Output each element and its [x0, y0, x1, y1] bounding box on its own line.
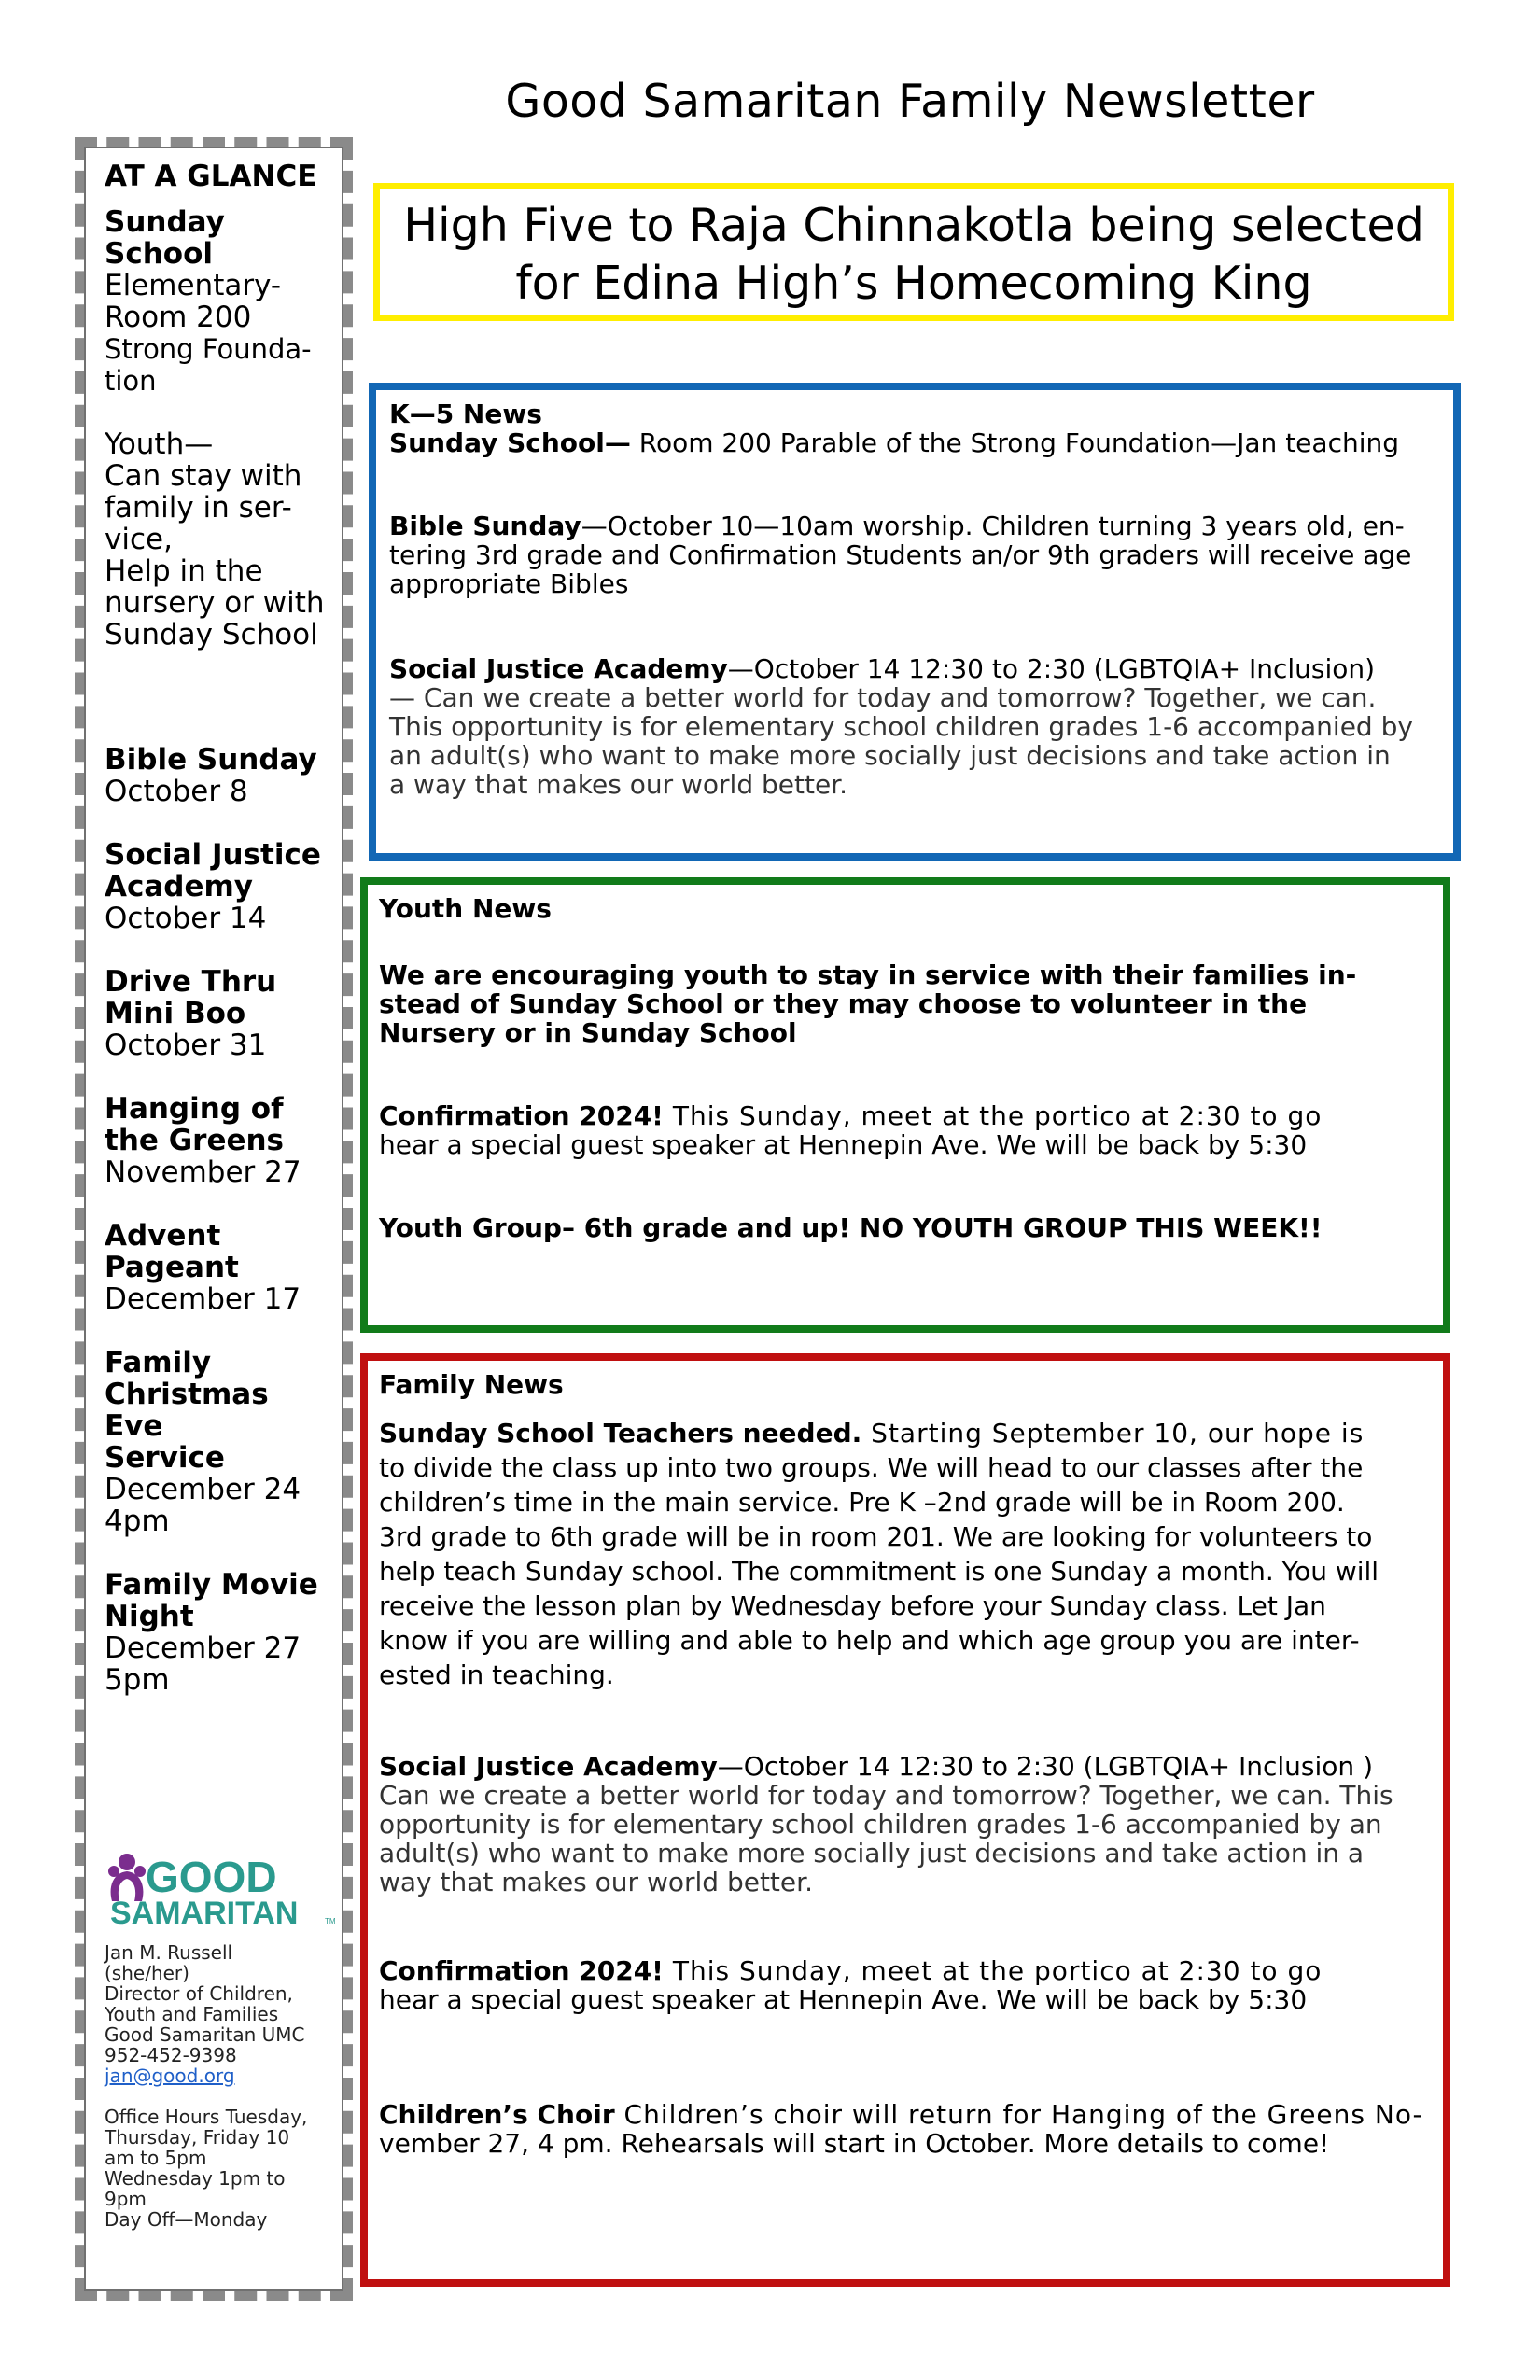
item-text: appropriate Bibles: [389, 568, 629, 599]
contact-line: Jan M. Russell: [105, 1941, 233, 1964]
item-text: to divide the class up into two groups. We will head to our classes after the: [379, 1452, 1364, 1483]
contact-line: Director of Children,: [105, 1982, 293, 2005]
glance-text: Elementary-: [105, 269, 282, 302]
event-title: the Greens: [105, 1124, 285, 1157]
item-text: This Sunday, meet at the portico at 2:30 to go: [663, 1100, 1323, 1131]
youth-confirmation: [379, 1101, 1434, 1159]
item-label: Sunday School—: [389, 427, 631, 458]
item-text: Room 200 Parable of the Strong Foundation—Jan teaching: [630, 427, 1400, 458]
event-title: Service: [105, 1441, 225, 1475]
item-label: Social Justice Academy: [389, 653, 728, 684]
event-title: Hanging of: [105, 1092, 284, 1126]
family-teachers-needed: [379, 1416, 1434, 1692]
event-title: Pageant: [105, 1251, 239, 1284]
glance-text: Help in the: [105, 554, 263, 588]
item-text: —October 10—10am worship. Children turning 3 years old, en-: [581, 511, 1405, 541]
at-a-glance-sidebar: [75, 137, 353, 2301]
item-text: Starting September 10, our hope is: [861, 1418, 1365, 1449]
event-title: Advent: [105, 1219, 221, 1253]
item-text: adult(s) who want to make more socially just decisions and take action in a: [379, 1838, 1365, 1869]
item-text: help teach Sunday school. The commitment is one Sunday a month. You will: [379, 1556, 1379, 1587]
event-date: 4pm: [105, 1505, 170, 1538]
item-text: —October 14 12:30 to 2:30 (LGBTQIA+ Inclusion): [727, 653, 1376, 684]
good-samaritan-logo: [105, 1849, 336, 1927]
glance-title: Sunday: [105, 205, 225, 239]
glance-text: Sunday School: [105, 618, 318, 651]
item-text: Children’s choir will return for Hanging of the Greens No-: [614, 2099, 1423, 2130]
k5-heading: K—5 News: [389, 399, 542, 429]
item-text: — Can we create a better world for today and tomorrow? Together, we can.: [389, 682, 1377, 713]
item-label: Bible Sunday: [389, 511, 581, 541]
item-text: children’s time in the main service. Pre K –2nd grade will be in Room 200.: [379, 1487, 1345, 1518]
item-label: Sunday School Teachers needed.: [379, 1418, 862, 1449]
item-text: This opportunity is for elementary school children grades 1-6 accompanied by: [389, 711, 1413, 742]
item-text: opportunity is for elementary school children grades 1-6 accompanied by an: [379, 1809, 1382, 1840]
glance-event-social-justice: [105, 839, 336, 934]
glance-title: School: [105, 237, 213, 271]
glance-text: Youth—: [105, 427, 214, 461]
hours-line: Thursday, Friday 10: [105, 2126, 290, 2149]
contact-info: [105, 1942, 343, 2230]
family-news-box: [360, 1353, 1450, 2287]
k5-news-box: [369, 383, 1461, 861]
glance-text: vice,: [105, 523, 173, 556]
event-title: Family Movie: [105, 1568, 318, 1602]
hours-line: Office Hours Tuesday,: [105, 2106, 308, 2128]
contact-line: Good Samaritan UMC: [105, 2023, 305, 2046]
glance-text: nursery or with: [105, 586, 325, 620]
item-label: Confirmation 2024!: [379, 1955, 664, 1986]
event-date: December 24: [105, 1473, 301, 1506]
item-text: stead of Sunday School or they may choose to volunteer in the: [379, 988, 1308, 1019]
glance-text: family in ser-: [105, 491, 292, 525]
item-text: —October 14 12:30 to 2:30 (LGBTQIA+ Inclusion ): [717, 1751, 1373, 1782]
event-title: Bible Sunday: [105, 743, 317, 777]
highlight-box: [373, 183, 1454, 321]
item-label: Social Justice Academy: [379, 1751, 718, 1782]
youth-group: [379, 1213, 1434, 1242]
item-text: hear a special guest speaker at Hennepin Ave. We will be back by 5:30: [379, 1984, 1308, 2015]
event-date: October 14: [105, 902, 267, 935]
glance-text: Can stay with: [105, 459, 302, 493]
family-heading: Family News: [379, 1369, 564, 1400]
k5-sunday-school: [389, 428, 1444, 457]
glance-event-drive-thru: [105, 966, 336, 1061]
hours-line: 9pm: [105, 2188, 147, 2210]
item-text: tering 3rd grade and Confirmation Students an/or 9th graders will receive age: [389, 539, 1412, 570]
event-date: December 17: [105, 1282, 301, 1316]
event-date: 5pm: [105, 1663, 170, 1697]
logo-word-good: GOOD: [146, 1853, 277, 1901]
glance-event-christmas-eve: [105, 1347, 336, 1537]
family-social-justice: [379, 1752, 1434, 1897]
people-icon: [108, 1854, 146, 1901]
sunday-school-glance: [105, 206, 336, 651]
event-date: November 27: [105, 1155, 301, 1189]
hours-line: Day Off—Monday: [105, 2208, 268, 2231]
glance-text: Strong Founda-: [105, 333, 312, 365]
highlight-line: High Five to Raja Chinnakotla being selected: [403, 199, 1424, 252]
glance-event-bible-sunday: [105, 744, 336, 807]
office-hours: [105, 2107, 343, 2230]
glance-event-advent-pageant: [105, 1220, 336, 1315]
youth-heading: Youth News: [379, 893, 552, 924]
event-title: Night: [105, 1600, 194, 1633]
family-childrens-choir: [379, 2100, 1434, 2158]
hours-line: am to 5pm: [105, 2147, 207, 2169]
item-text: We are encouraging youth to stay in service with their families in-: [379, 959, 1357, 990]
newsletter-title: Good Samaritan Family Newsletter: [505, 75, 1315, 128]
item-text: ested in teaching.: [379, 1659, 614, 1690]
item-text: Can we create a better world for today and tomorrow? Together, we can. This: [379, 1780, 1393, 1811]
glance-heading: AT A GLANCE: [105, 160, 317, 193]
contact-line: (she/her): [105, 1962, 189, 1984]
event-title: Drive Thru: [105, 965, 277, 999]
item-text: This Sunday, meet at the portico at 2:30 to go: [663, 1955, 1323, 1986]
item-text: 3rd grade to 6th grade will be in room 201. We are looking for volunteers to: [379, 1521, 1373, 1552]
youth-encouragement: [379, 960, 1434, 1047]
item-label: Confirmation 2024!: [379, 1100, 664, 1131]
glance-event-movie-night: [105, 1569, 336, 1696]
event-date: October 8: [105, 775, 248, 808]
item-text: way that makes our world better.: [379, 1867, 813, 1897]
event-title: Mini Boo: [105, 997, 246, 1030]
item-text: an adult(s) who want to make more socially just decisions and take action in: [389, 740, 1391, 771]
family-confirmation: [379, 1956, 1434, 2014]
event-date: December 27: [105, 1631, 301, 1665]
event-title: Family: [105, 1346, 212, 1379]
contact-phone: 952-452-9398: [105, 2044, 237, 2066]
item-text: Youth Group– 6th grade and up! NO YOUTH GROUP THIS WEEK!!: [379, 1212, 1323, 1243]
logo-word-samaritan: SAMARITAN: [110, 1896, 299, 1927]
logo-trademark: TM: [325, 1917, 336, 1925]
contact-email-link[interactable]: jan@good.org: [105, 2065, 235, 2087]
item-text: a way that makes our world better.: [389, 769, 848, 800]
youth-news-box: [360, 877, 1450, 1333]
glance-text: tion: [105, 365, 157, 397]
glance-event-hanging-greens: [105, 1093, 336, 1188]
glance-text: Room 200: [105, 301, 252, 334]
event-title: Academy: [105, 870, 254, 903]
hours-line: Wednesday 1pm to: [105, 2167, 286, 2190]
highlight-line: for Edina High’s Homecoming King: [515, 257, 1312, 310]
k5-social-justice: [389, 654, 1444, 799]
item-text: hear a special guest speaker at Hennepin Ave. We will be back by 5:30: [379, 1129, 1308, 1160]
item-text: vember 27, 4 pm. Rehearsals will start in October. More details to come!: [379, 2128, 1330, 2159]
k5-bible-sunday: [389, 511, 1444, 598]
item-text: Nursery or in Sunday School: [379, 1017, 797, 1048]
item-text: receive the lesson plan by Wednesday before your Sunday class. Let Jan: [379, 1590, 1326, 1621]
item-label: Children’s Choir: [379, 2099, 615, 2130]
event-date: October 31: [105, 1029, 267, 1062]
contact-line: Youth and Families: [105, 2003, 279, 2025]
event-title: Social Justice: [105, 838, 321, 872]
event-title: Christmas Eve: [105, 1378, 269, 1443]
item-text: know if you are willing and able to help and which age group you are inter-: [379, 1625, 1360, 1656]
